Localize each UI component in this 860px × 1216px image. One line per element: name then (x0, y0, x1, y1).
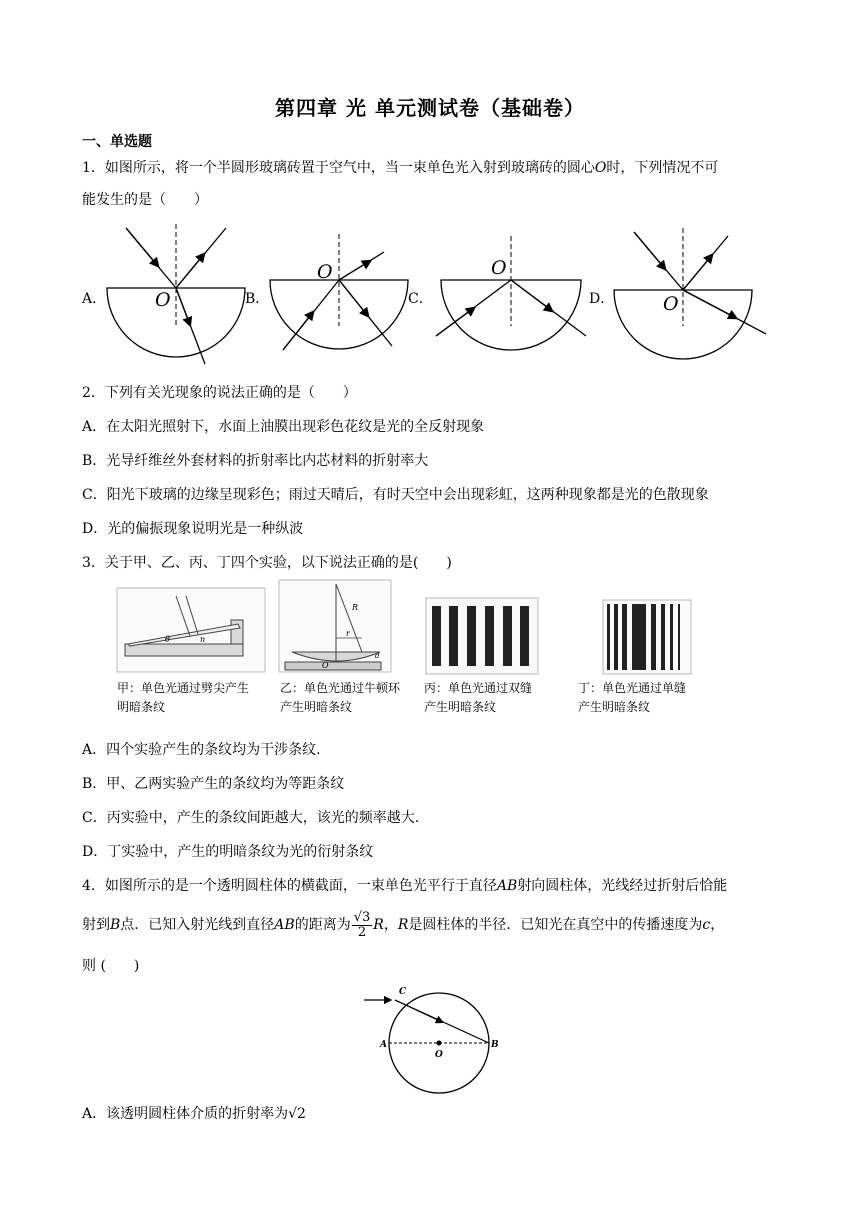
q4-figure-cylinder (360, 985, 520, 1095)
q3-caption-jia: 甲：单色光通过劈尖产生 明暗条纹 (117, 681, 250, 714)
q1-option-c-label: C． (408, 291, 433, 307)
q3-figure-double-slit (426, 598, 538, 674)
q3-caption-ding: 丁：单色光通过单缝 产生明暗条纹 (578, 681, 687, 714)
q4-label-O: O (435, 1050, 443, 1060)
q1-figures (0, 222, 860, 372)
question-3-stem: 3．关于甲、乙、丙、丁四个实验，以下说法正确的是( ) (82, 555, 452, 571)
q1-option-d-label: D． (589, 291, 615, 307)
q4-label-B: B (491, 1040, 499, 1050)
q3-newton-R: R (352, 603, 359, 612)
q1-figure-c (436, 236, 586, 350)
question-1-stem-line2: 能发生的是（ ） (82, 192, 208, 208)
q3-newton-O: O (322, 661, 329, 670)
q4-label-A: A (380, 1040, 387, 1050)
q2-option-d: D．光的偏振现象说明光是一种纵波 (82, 521, 304, 537)
q3-option-d: D．丁实验中，产生的明暗条纹为光的衍射条纹 (82, 844, 374, 860)
q3-option-c: C．丙实验中，产生的条纹间距越大，该光的频率越大. (82, 810, 420, 826)
q2-option-a: A．在太阳光照射下，水面上油膜出现彩色花纹是光的全反射现象 (82, 419, 485, 435)
question-1-stem-line1: 1．如图所示，将一个半圆形玻璃砖置于空气中，当一束单色光入射到玻璃砖的圆心O时，下列情况不可 (82, 160, 719, 176)
question-2-stem: 2．下列有关光现象的说法正确的是（ ） (82, 385, 357, 401)
q4-option-a: A．该透明圆柱体介质的折射率为√2 (82, 1106, 306, 1122)
question-4-stem-line3: 则 ( ) (82, 958, 140, 974)
q3-caption-yi: 乙：单色光通过牛顿环 产生明暗条纹 (280, 681, 401, 714)
q3-wedge-theta: θ (165, 635, 170, 644)
section-heading: 一、单选题 (82, 134, 152, 150)
q3-caption-bing: 丙：单色光通过双缝 产生明暗条纹 (424, 681, 533, 714)
page-title: 第四章 光 单元测试卷（基础卷） (275, 96, 585, 120)
question-4-stem-line1: 4．如图所示的是一个透明圆柱体的横截面，一束单色光平行于直径AB射向圆柱体，光线经过折射后恰能 (82, 878, 728, 894)
q3-option-a: A．四个实验产生的条纹均为干涉条纹. (82, 742, 321, 758)
q1-b-center-label: O (317, 261, 333, 283)
q3-newton-r: r (346, 629, 350, 638)
q1-figure-d (614, 228, 766, 359)
q2-option-c: C．阳光下玻璃的边缘呈现彩色；雨过天晴后，有时天空中会出现彩虹，这两种现象都是光的色散现象 (82, 487, 709, 503)
q2-option-b: B．光导纤维丝外套材料的折射率比内芯材料的折射率大 (82, 453, 429, 469)
q4-label-C: C (399, 987, 407, 997)
question-4-stem-line2: 射到B点．已知入射光线到直径AB的距离为 $\frac{√3}{2}$ R，R是圆柱体的半径．已知光在真空中的传播速度为c， (82, 909, 725, 940)
q3-figure-wedge (117, 588, 265, 672)
q3-newton-d: d (375, 652, 380, 660)
q1-option-a-label: A． (82, 291, 107, 307)
q3-figure-single-slit (603, 600, 691, 674)
q1-option-b-label: B． (245, 291, 270, 307)
q1-c-center-label: O (491, 257, 507, 279)
q1-d-center-label: O (663, 293, 679, 315)
q3-wedge-n: n (200, 635, 206, 644)
q1-figure-b (270, 234, 408, 350)
q3-option-b: B．甲、乙两实验产生的条纹均为等距条纹 (82, 776, 345, 792)
q3-figure-newton-rings (279, 580, 391, 672)
q1-figure-a (107, 224, 245, 364)
q1-a-center-label: O (155, 289, 171, 311)
fraction-sqrt3-over-2: $\frac{√3}{2}$ (353, 909, 371, 940)
q3-figures (0, 578, 860, 678)
